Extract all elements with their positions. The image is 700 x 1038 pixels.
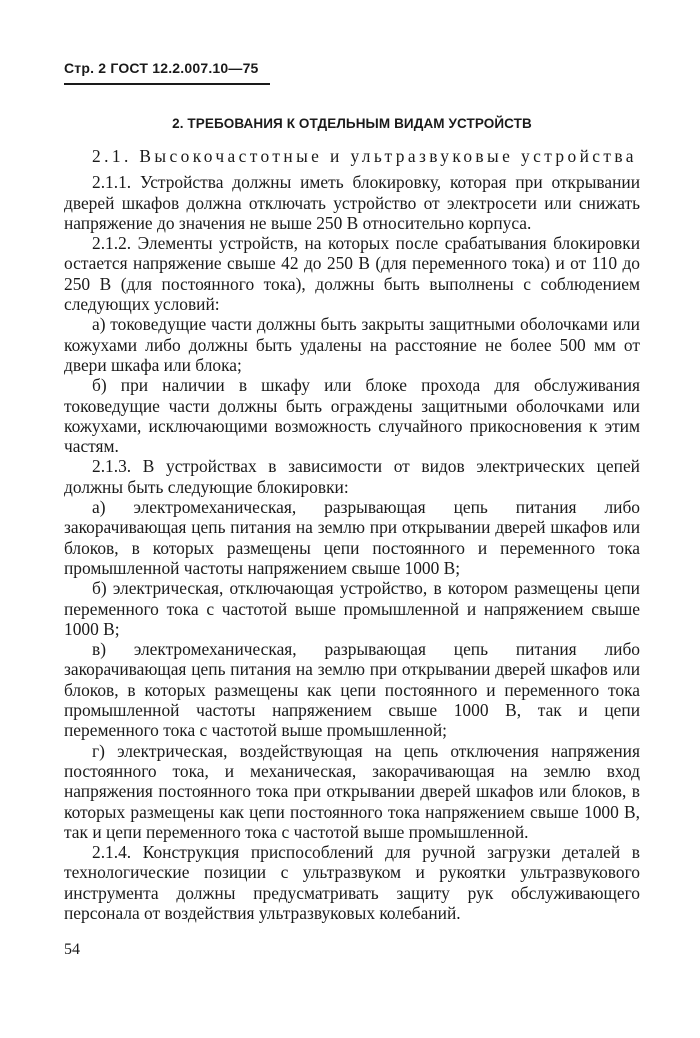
paragraph: а) электромеханическая, разрывающая цепь питания либо закорачивающая цепь питания на землю при открывании дверей шкафов или блоков, в которых размещены цепи постоянного и переменного тока промышленной частоты напряжением свыше 1000 В; xyxy=(64,497,640,578)
page-header: Стр. 2 ГОСТ 12.2.007.10—75 xyxy=(64,60,270,85)
paragraph: 2.1.1. Устройства должны иметь блокировку, которая при открывании дверей шкафов должна отключать устройство от электросети или снижать напряжение до значения не выше 250 В относительно корпуса. xyxy=(64,172,640,233)
paragraph: 2.1.3. В устройствах в зависимости от видов электрических цепей должны быть следующие блокировки: xyxy=(64,456,640,497)
paragraph: б) при наличии в шкафу или блоке прохода для обслуживания токоведущие части должны быть ограждены защитными оболочками или кожухами, исключающими возможность случайного прикосновения к этим частям. xyxy=(64,375,640,457)
paragraph: 2.1.4. Конструкция приспособлений для ручной загрузки деталей в технологические позиции с ультразвуком и рукоятки ультразвукового инструмента должны предусматривать защиту рук обслуживающего персонала от воздействия ультразвуковых колебаний. xyxy=(64,842,640,923)
section-title: 2. ТРЕБОВАНИЯ К ОТДЕЛЬНЫМ ВИДАМ УСТРОЙСТВ xyxy=(172,116,532,131)
paragraph: 2.1.2. Элементы устройств, на которых после срабатывания блокировки остается напряжение свыше 42 до 250 В (для переменного тока) и от 110 до 250 В (для постоянного тока), должны быть выполнены с соблюдением следующих условий: xyxy=(64,233,640,315)
paragraph: г) электрическая, воздействующая на цепь отключения напряжения постоянного тока, и механическая, закорачивающая на землю вход напряжения постоянного тока при открывании дверей шкафов или блоков, в которых размещены как цепи постоянного тока напряжением свыше 1000 В, так и цепи переменного тока с частотой выше промышленной. xyxy=(64,740,640,842)
paragraph: б) электрическая, отключающая устройство, в котором размещены цепи переменного тока с частотой выше промышленной и напряжением свыше 1000 В; xyxy=(64,578,640,639)
subsection-heading: 2.1. Высокочастотные и ультразвуковые устройства xyxy=(92,146,637,166)
document-page xyxy=(64,60,640,959)
paragraph: в) электромеханическая, разрывающая цепь питания либо закорачивающая цепь питания на землю при открывании дверей шкафов или блоков, в которых размещены как цепи постоянного и переменного тока промышленной частоты напряжением свыше 1000 В, так и цепи переменного тока с частотой выше промышленной; xyxy=(64,639,640,741)
body-text xyxy=(64,146,640,923)
page-number: 54 xyxy=(64,941,80,959)
paragraph: а) токоведущие части должны быть закрыты защитными оболочками или кожухами либо должны быть удалены на расстояние не более 500 мм от двери шкафа или блока; xyxy=(64,314,640,375)
